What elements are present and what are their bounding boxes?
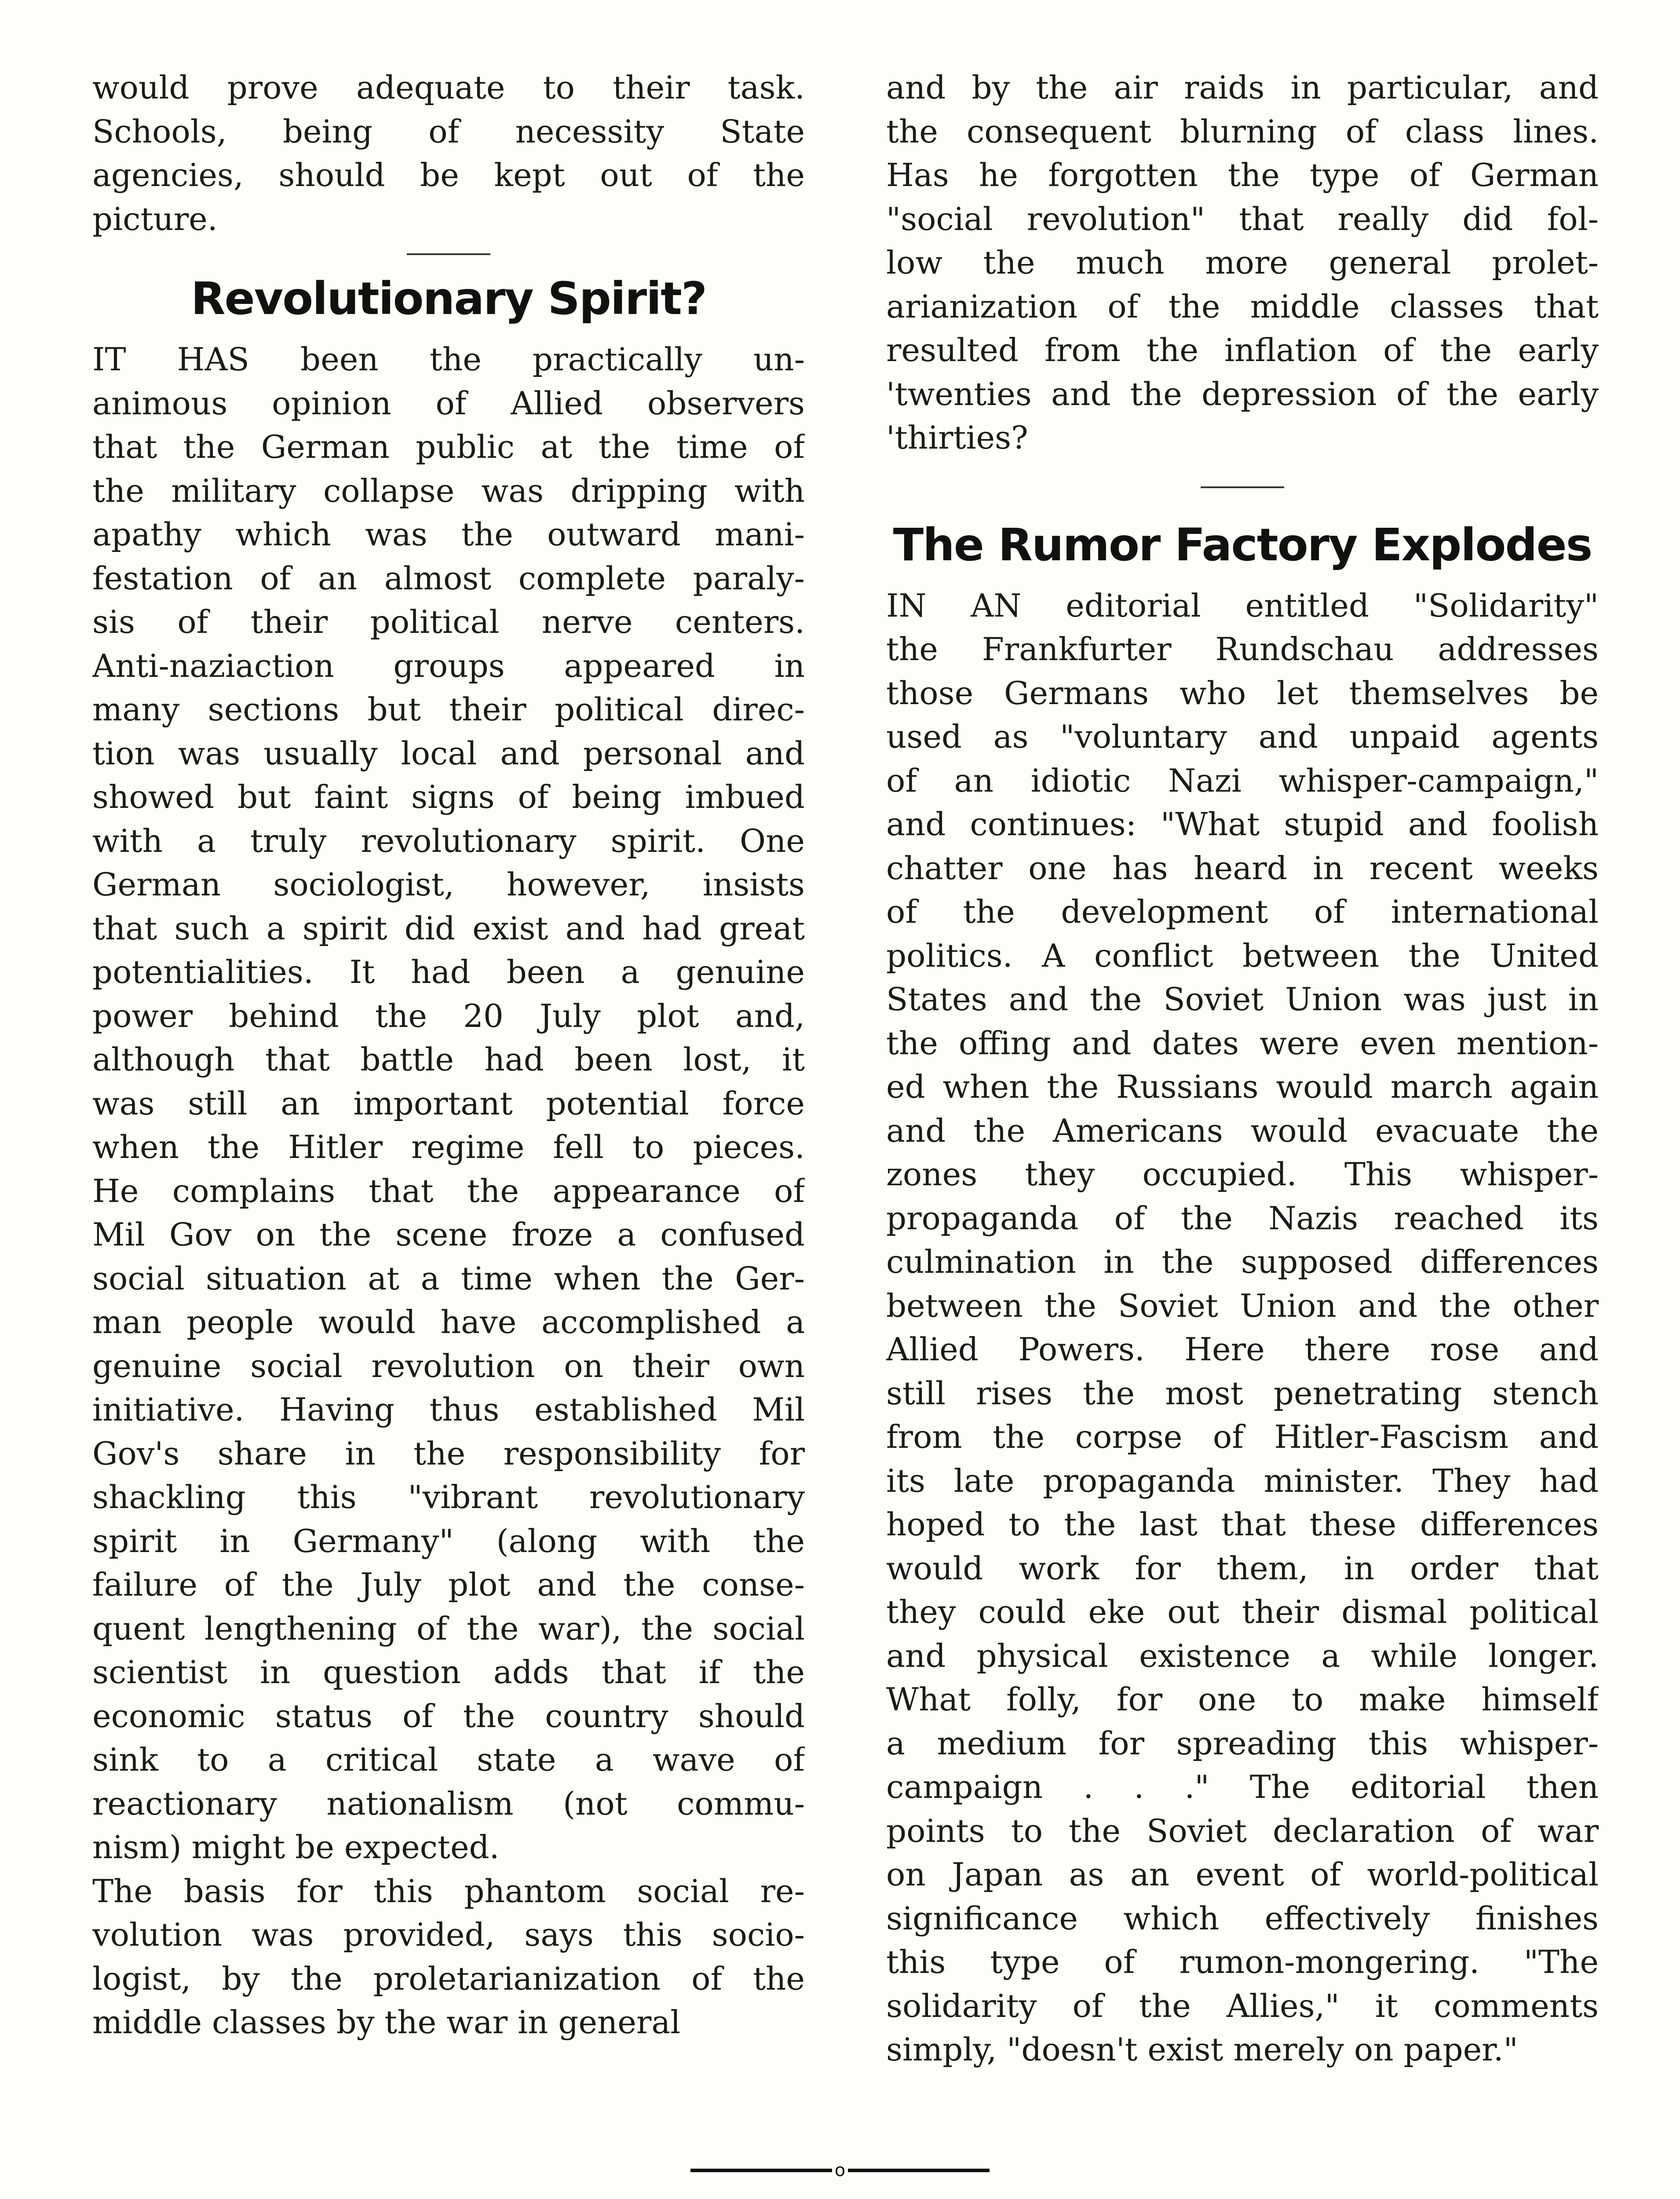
text-line: and the Americans would evacuate the <box>886 1112 1599 1149</box>
text-line: 'twenties and the depression of the early <box>886 375 1599 413</box>
text-line: the military collapse was dripping with <box>92 472 805 509</box>
text-line: low the much more general prolet- <box>886 244 1599 281</box>
text-line: hoped to the last that these differences <box>886 1506 1599 1543</box>
text-line: man people would have accomplished a <box>92 1304 805 1341</box>
text-line: would prove adequate to their task. <box>92 69 805 106</box>
text-line: those Germans who let themselves be <box>886 674 1599 712</box>
text-line: that such a spirit did exist and had great <box>92 910 805 947</box>
text-line: Schools, being of necessity State <box>92 113 805 150</box>
text-line: genuine social revolution on their own <box>92 1347 805 1384</box>
text-line: the consequent blurning of class lines. <box>886 113 1599 150</box>
text-line: significance which effectively finishes <box>886 1899 1599 1937</box>
text-line: tion was usually local and personal and <box>92 734 805 772</box>
text-line: States and the Soviet Union was just in <box>886 981 1599 1018</box>
text-line: points to the Soviet declaration of war <box>886 1812 1599 1849</box>
text-line: "social revolution" that really did fol- <box>886 200 1599 237</box>
text-line: although that battle had been lost, it <box>92 1041 805 1078</box>
text-line: that the German public at the time of <box>92 428 805 465</box>
text-line: shackling this "vibrant revolutionary <box>92 1479 805 1516</box>
text-line: politics. A conflict between the United <box>886 937 1599 974</box>
text-line: potentialities. It had been a genuine <box>92 953 805 990</box>
section-divider <box>1201 486 1284 488</box>
text-line: social situation at a time when the Ger- <box>92 1260 805 1297</box>
heading-revolutionary-spirit: Revolutionary Spirit? <box>190 273 707 325</box>
section-divider <box>407 253 490 255</box>
text-line: of the development of international <box>886 893 1599 930</box>
text-line: ed when the Russians would march again <box>886 1068 1599 1105</box>
end-mark: o <box>834 2160 846 2181</box>
text-line: 'thirties? <box>886 419 1028 456</box>
text-line: arianization of the middle classes that <box>886 288 1599 325</box>
text-line: The basis for this phantom social re- <box>92 1872 805 1910</box>
text-line: resulted from the inflation of the early <box>886 332 1599 369</box>
text-line: IT HAS been the practically un- <box>92 341 805 378</box>
text-line: Gov's share in the responsibility for <box>92 1435 805 1472</box>
text-line: logist, by the proletarianization of the <box>92 1960 805 1997</box>
text-line: reactionary nationalism (not commu- <box>92 1785 805 1822</box>
text-line: was still an important potential force <box>92 1085 805 1122</box>
text-line: economic status of the country should <box>92 1697 805 1735</box>
text-line: culmination in the supposed differences <box>886 1243 1599 1280</box>
text-line: Allied Powers. Here there rose and <box>886 1331 1599 1368</box>
text-line: this type of rumon-mongering. "The <box>886 1943 1599 1980</box>
text-line: Anti-naziaction groups appeared in <box>92 647 805 684</box>
text-line: sis of their political nerve centers. <box>92 603 805 640</box>
text-line: would work for them, in order that <box>886 1549 1599 1587</box>
heading-rumor-factory: The Rumor Factory Explodes <box>893 519 1592 571</box>
text-line: solidarity of the Allies," it comments <box>886 1987 1599 2024</box>
left-intro <box>92 66 805 241</box>
text-line: many sections but their political direc- <box>92 691 805 728</box>
right-intro <box>886 66 1599 460</box>
text-line: campaign . . ." The editorial then <box>886 1768 1599 1805</box>
text-line: on Japan as an event of world-political <box>886 1856 1599 1893</box>
text-line: What folly, for one to make himself <box>886 1681 1599 1718</box>
text-line: initiative. Having thus established Mil <box>92 1391 805 1428</box>
text-line: and continues: "What stupid and foolish <box>886 806 1599 843</box>
text-line: Mil Gov on the scene froze a confused <box>92 1216 805 1253</box>
text-line: the offing and dates were even mention- <box>886 1024 1599 1062</box>
text-line: propaganda of the Nazis reached its <box>886 1199 1599 1237</box>
right-article-body <box>886 584 1599 2072</box>
text-line: volution was provided, says this socio- <box>92 1916 805 1953</box>
text-line: nism) might be expected. <box>92 1829 500 1866</box>
text-line: simply, "doesn't exist merely on paper." <box>886 2031 1518 2068</box>
text-line: animous opinion of Allied observers <box>92 384 805 422</box>
text-line: sink to a critical state a wave of <box>92 1741 805 1778</box>
text-line: IN AN editorial entitled "Solidarity" <box>886 587 1599 624</box>
text-line: with a truly revolutionary spirit. One <box>92 822 805 859</box>
left-column <box>92 66 805 2045</box>
text-line: the Frankfurter Rundschau addresses <box>886 631 1599 668</box>
text-line: a medium for spreading this whisper- <box>886 1724 1599 1762</box>
text-line: He complains that the appearance of <box>92 1172 805 1209</box>
text-line: between the Soviet Union and the other <box>886 1287 1599 1324</box>
text-line: of an idiotic Nazi whisper-campaign," <box>886 762 1599 799</box>
text-line: picture. <box>92 200 218 237</box>
text-line: German sociologist, however, insists <box>92 866 805 903</box>
right-column <box>886 66 1599 2072</box>
text-line: still rises the most penetrating stench <box>886 1374 1599 1412</box>
end-of-article-rule <box>690 2162 990 2179</box>
text-line: its late propaganda minister. They had <box>886 1462 1599 1499</box>
text-line: and physical existence a while longer. <box>886 1637 1599 1674</box>
text-line: showed but faint signs of being imbued <box>92 778 805 815</box>
text-line: Has he forgotten the type of German <box>886 157 1599 194</box>
text-line: agencies, should be kept out of the <box>92 157 805 194</box>
text-line: scientist in question adds that if the <box>92 1654 805 1691</box>
text-line: from the corpse of Hitler-Fascism and <box>886 1418 1599 1455</box>
text-line: failure of the July plot and the conse- <box>92 1566 805 1603</box>
text-line: zones they occupied. This whisper- <box>886 1156 1599 1193</box>
text-line: chatter one has heard in recent weeks <box>886 849 1599 887</box>
text-line: they could eke out their dismal political <box>886 1593 1599 1630</box>
text-line: power behind the 20 July plot and, <box>92 997 805 1034</box>
text-line: when the Hitler regime fell to pieces. <box>92 1129 805 1165</box>
text-line: apathy which was the outward mani- <box>92 516 805 553</box>
left-article-body <box>92 338 805 2045</box>
text-line: quent lengthening of the war), the social <box>92 1610 805 1647</box>
text-line: used as "voluntary and unpaid agents <box>886 718 1599 755</box>
text-line: and by the air raids in particular, and <box>886 69 1599 106</box>
text-line: festation of an almost complete paraly- <box>92 559 805 597</box>
text-line: middle classes by the war in general <box>92 2004 681 2041</box>
text-line: spirit in Germany" (along with the <box>92 1522 805 1560</box>
